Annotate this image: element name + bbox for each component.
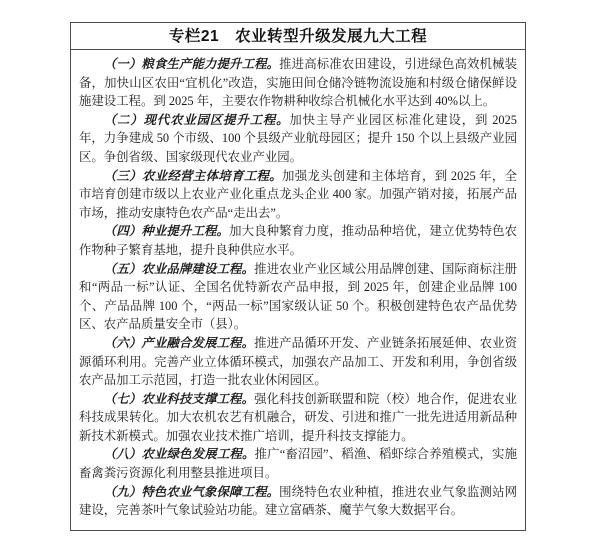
project-text-8: 推广“畜沼园”、稻渔、稻虾综合养殖模式，实施畜禽粪污资源化利用整县推进项目。	[79, 447, 518, 481]
panel-title: 专栏21 农业转型升级发展九大工程	[71, 23, 525, 50]
project-lead-6: （六）产业融合发展工程。	[103, 335, 255, 350]
project-text-2: 加快主导产业园区标准化建设，到 2025 年，力争建成 50 个市级、100 个县级产业航母园区；提升 150 个以上县级产业园区。争创省级、国家级现代农业产业园。	[79, 112, 518, 164]
project-text-5: 推进农业产业区域公用品牌创建、国际商标注册和“两品一标”认证、全国名优特新农产品申报，到 2025 年，创建企业品牌 100 个、产品品牌 100 个，“两品一标”国家级认证 50 个。积极创建特色农产品优势区、农产品质量安全市（县）。	[79, 261, 518, 332]
project-lead-1: （一）粮食生产能力提升工程。	[103, 57, 280, 71]
policy-panel-box	[70, 22, 526, 531]
project-paragraph-7	[79, 390, 517, 446]
project-text-4: 加大良种繁育力度，推动品种培优，建立优势特色农作物种子繁育基地，提升良种供应水平。	[79, 224, 518, 257]
project-paragraph-1	[79, 55, 517, 111]
project-paragraph-6	[79, 334, 517, 390]
project-paragraph-9	[79, 483, 517, 520]
project-lead-5: （五）农业品牌建设工程。	[103, 261, 255, 276]
project-lead-8: （八）农业绿色发展工程。	[103, 447, 255, 462]
panel-body	[71, 50, 525, 529]
project-paragraph-2	[79, 111, 517, 167]
project-paragraph-3	[79, 167, 517, 223]
project-lead-9: （九）特色农业气象保障工程。	[103, 484, 280, 499]
project-text-1: 推进高标准农田建设，引进绿色高效机械装备，加快山区农田“宜机化”改造，实施田间仓储冷链物流设施和村级仓储保鲜设施建设工程。到 2025 年，主要农作物耕种收综合机械化水平达到 40%以上。	[79, 57, 518, 109]
project-paragraph-8	[79, 445, 517, 482]
project-lead-3: （三）农业经营主体培育工程。	[103, 168, 283, 183]
project-lead-2: （二）现代农业园区提升工程。	[103, 112, 290, 127]
project-text-3: 加强龙头创建和主体培育，到 2025 年，全市培育创建市级以上农业产业化重点龙头企业 400 家。加强产销对接，拓展产品市场，推动安康特色农产品“走出去”。	[79, 168, 518, 220]
project-text-7: 强化科技创新联盟和院（校）地合作，促进农业科技成果转化。加大农机农艺有机融合，研发、引进和推广一批先进适用新品种新技术新模式。加强农业技术推广培训，提升科技支撑能力。	[79, 391, 518, 443]
project-lead-7: （七）农业科技支撑工程。	[103, 391, 255, 406]
project-paragraph-5	[79, 260, 517, 334]
project-paragraph-4	[79, 222, 517, 259]
project-text-6: 推进产品循环开发、产业链条拓展延伸、农业资源循环利用。完善产业立体循环模式，加强农产品加工、开发和利用，争创省级农产品加工示范园，打造一批农业休闲园区。	[79, 335, 518, 388]
project-text-9: 围绕特色农业种植，推进农业气象监测站网建设，完善茶叶气象试验站功能。建立富硒茶、魔芋气象大数据平台。	[79, 484, 518, 518]
project-lead-4: （四）种业提升工程。	[103, 224, 230, 239]
